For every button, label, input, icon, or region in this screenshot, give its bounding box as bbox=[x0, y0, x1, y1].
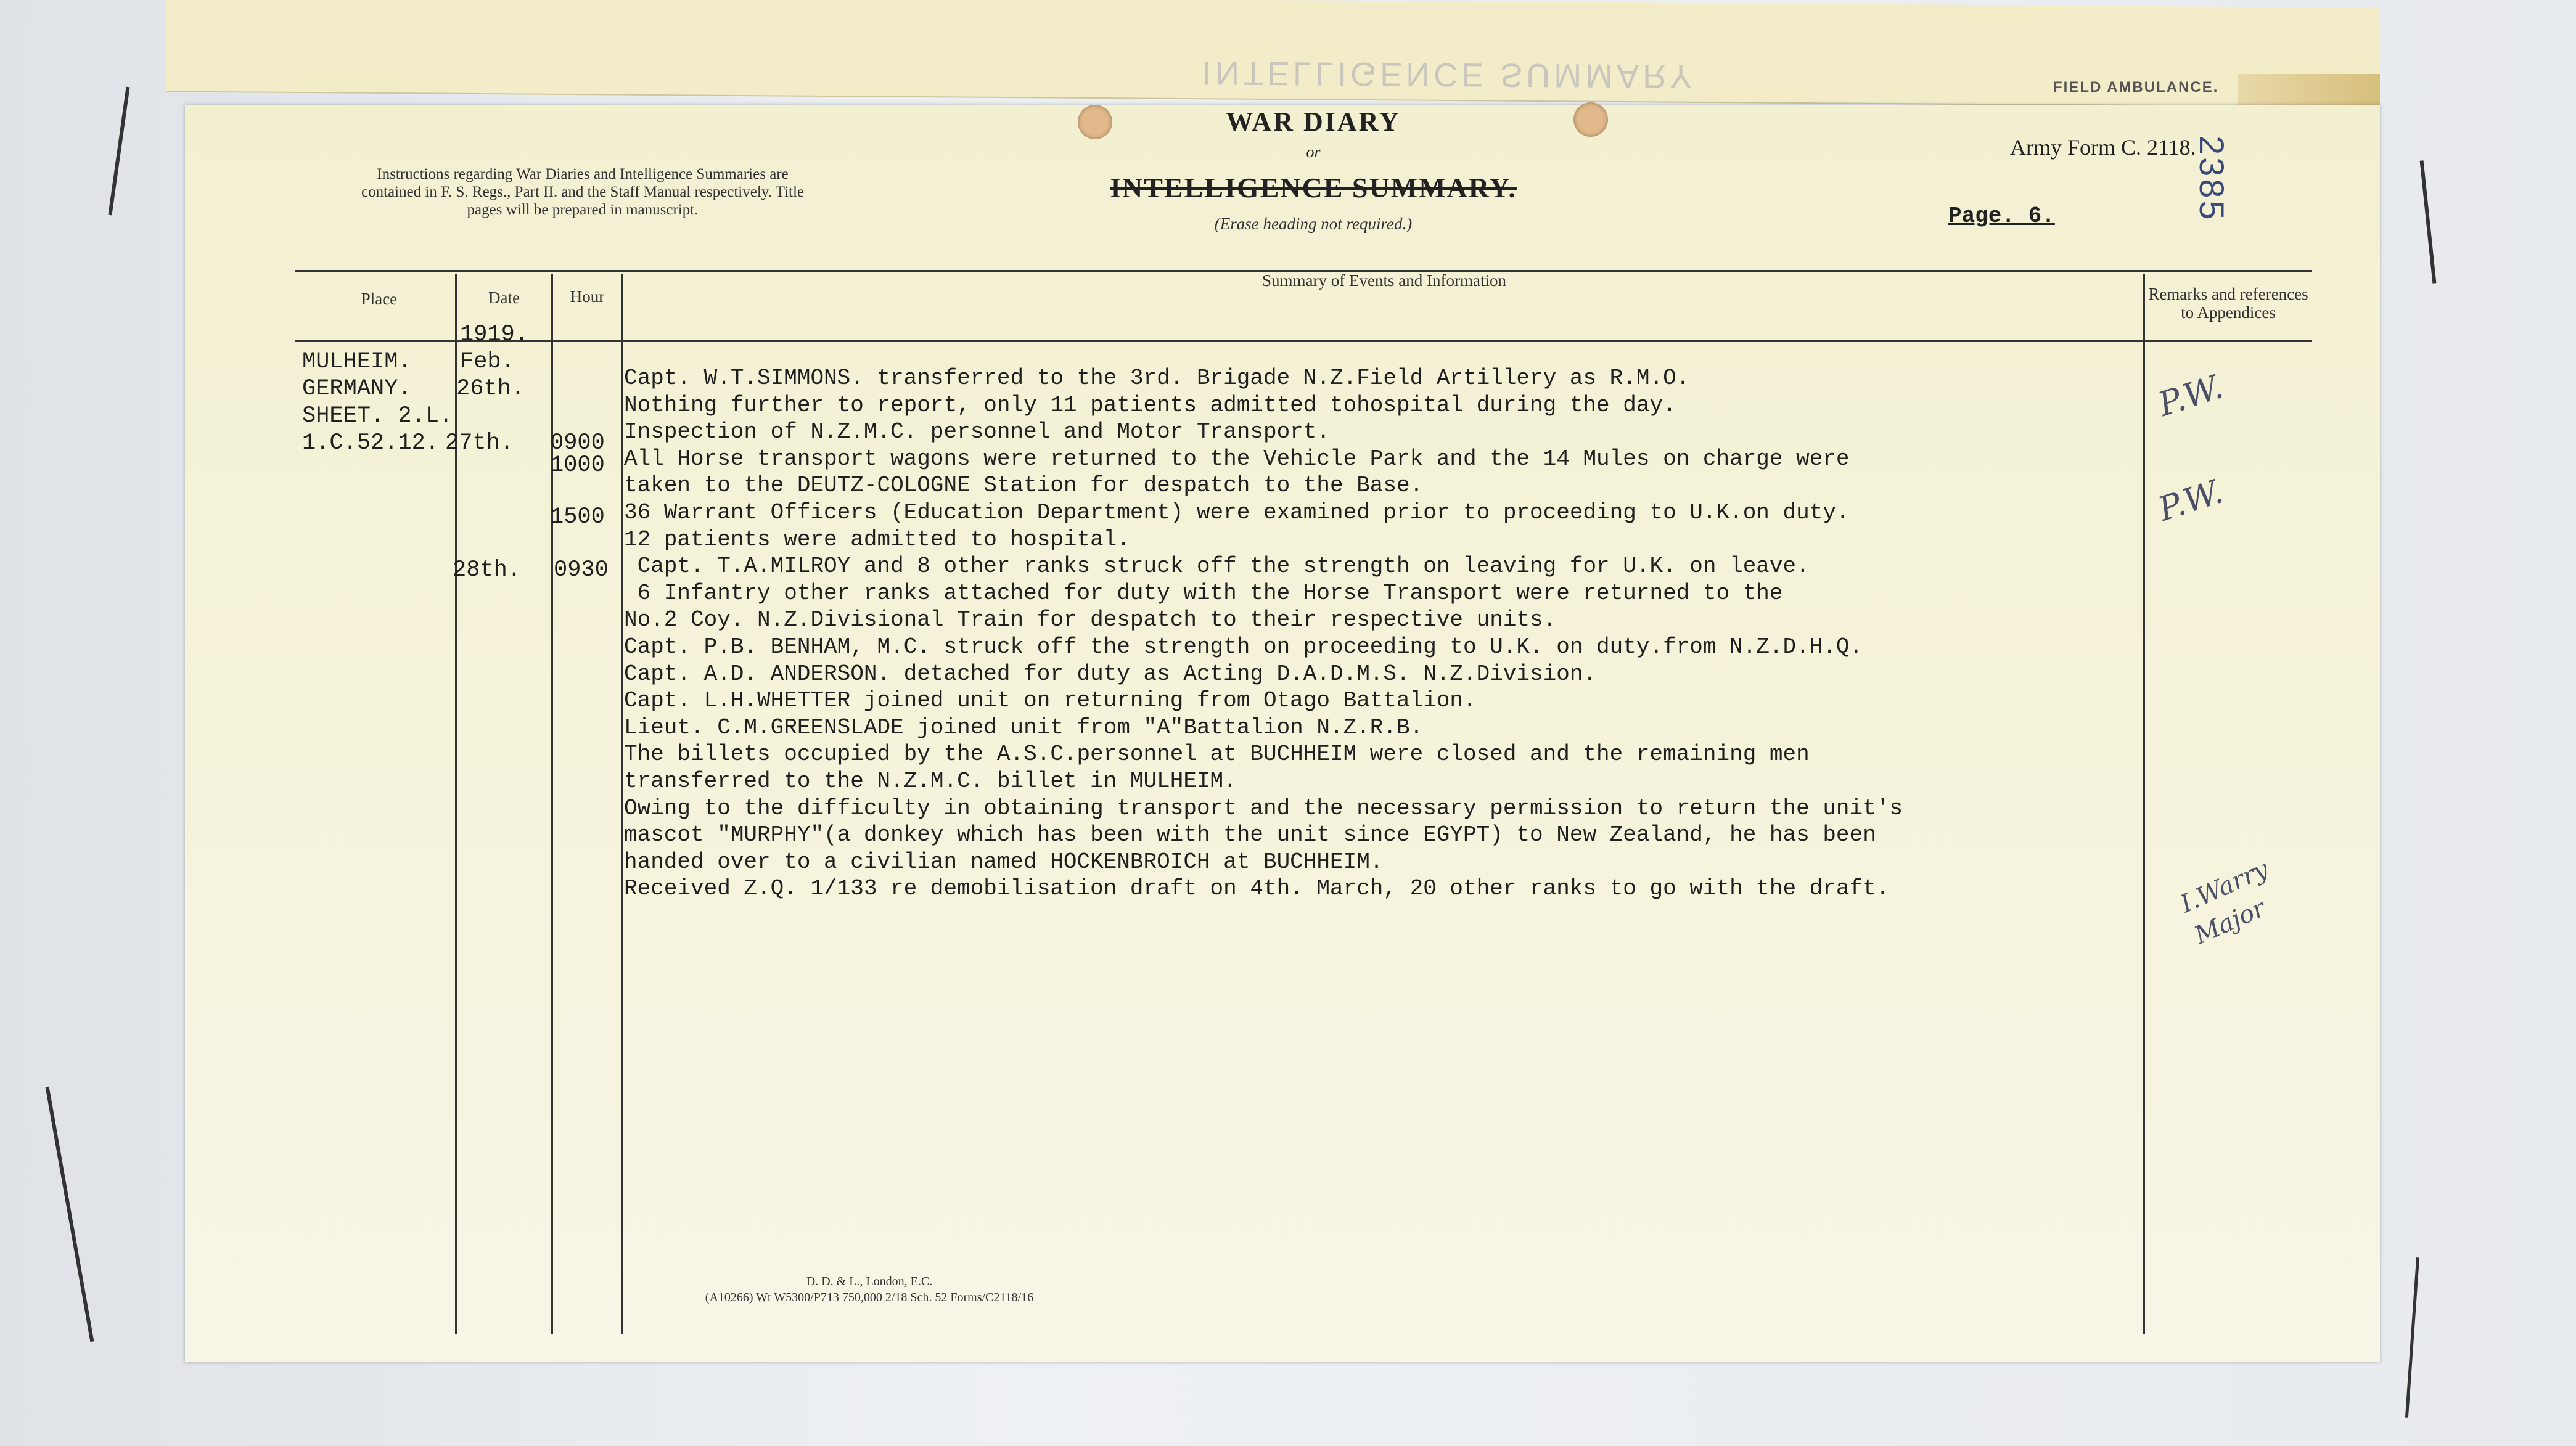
entry-line: Received Z.Q. 1/133 re demobilisation draft on 4th. March, 20 other ranks to go with the draft. bbox=[624, 876, 1890, 902]
place-line: MULHEIM. bbox=[302, 349, 412, 375]
diary-title: WAR DIARY bbox=[1226, 107, 1401, 137]
entry-line: Nothing further to report, only 11 patients admitted tohospital during the day. bbox=[624, 392, 1676, 418]
entry-line: transferred to the N.Z.M.C. billet in MULHEIM. bbox=[624, 768, 1237, 794]
previous-page-edge bbox=[166, 0, 2380, 108]
entry-line: Inspection of N.Z.M.C. personnel and Motor Transport. bbox=[624, 419, 1330, 445]
hour-0930: 0930 bbox=[554, 557, 609, 583]
entry-line: The billets occupied by the A.S.C.personnel at BUCHHEIM were closed and the remaining men bbox=[624, 741, 1810, 767]
entry-line: Capt. P.B. BENHAM, M.C. struck off the strength on proceeding to U.K. on duty.from N.Z.D.H.Q. bbox=[624, 634, 1863, 660]
entry-line: No.2 Coy. N.Z.Divisional Train for despatch to their respective units. bbox=[624, 607, 1557, 633]
date-column-header: Date bbox=[488, 288, 520, 307]
date-27th: 27th. bbox=[445, 430, 514, 456]
archive-stamp-number: 2385 bbox=[2192, 136, 2231, 223]
page-number: Page. 6. bbox=[1948, 203, 2055, 229]
entry-line: taken to the DEUTZ-COLOGNE Station for despatch to the Base. bbox=[624, 473, 1424, 499]
punch-hole-right bbox=[1573, 102, 1608, 137]
remarks-signature: I.Warry Major bbox=[2176, 854, 2273, 950]
instructions-note: Instructions regarding War Diaries and Intelligence Summaries are contained in F. S. Regs., Part II. and the Staff Manual respectively. Title pages will be prepared in manuscript. bbox=[361, 166, 805, 218]
entry-line: 36 Warrant Officers (Education Department) were examined prior to proceeding to U.K.on duty. bbox=[624, 499, 1850, 525]
place-line: SHEET. 2.L. bbox=[302, 403, 453, 429]
entry-line: mascot "MURPHY"(a donkey which has been with the unit since EGYPT) to New Zealand, he has been bbox=[624, 822, 1876, 848]
unit-label: FIELD AMBULANCE. bbox=[2053, 79, 2219, 96]
entry-line: Capt. T.A.MILROY and 8 other ranks struck off the strength on leaving for U.K. on leave. bbox=[624, 553, 1810, 579]
entry-line: Capt. W.T.SIMMONS. transferred to the 3rd. Brigade N.Z.Field Artillery as R.M.O. bbox=[624, 366, 1690, 391]
date-year: 1919. bbox=[460, 322, 529, 348]
place-column-header: Place bbox=[361, 290, 398, 308]
bleed-through-text: INTELLIGENCE SUMMARY bbox=[1202, 54, 1696, 95]
intelligence-summary-text: INTELLIGENCE SUMMARY. bbox=[1110, 172, 1517, 203]
header-bottom-rule bbox=[295, 340, 2312, 342]
entry-line: All Horse transport wagons were returned to the Vehicle Park and the 14 Mules on charge were bbox=[624, 446, 1850, 472]
entry-line: Lieut. C.M.GREENSLADE joined unit from "A"Battalion N.Z.R.B. bbox=[624, 714, 1424, 740]
summary-column-header: Summary of Events and Information bbox=[1262, 271, 1506, 290]
entry-line: Owing to the difficulty in obtaining transport and the necessary permission to return the unit's bbox=[624, 795, 1903, 821]
remarks-column-header: Remarks and references to Appendices bbox=[2148, 285, 2308, 322]
printer-line: D. D. & L., London, E.C. bbox=[806, 1275, 933, 1288]
hour-column-header: Hour bbox=[570, 287, 605, 306]
date-28th: 28th. bbox=[453, 557, 522, 583]
punch-hole-left bbox=[1078, 105, 1112, 139]
entry-line: Capt. L.H.WHETTER joined unit on returning from Otago Battalion. bbox=[624, 688, 1477, 714]
army-form-number: Army Form C. 2118. bbox=[2010, 135, 2196, 160]
entry-line: 6 Infantry other ranks attached for duty with the Horse Transport were returned to the bbox=[624, 580, 1783, 606]
hour-column-divider bbox=[621, 274, 623, 1334]
printer-footer bbox=[654, 1273, 1085, 1305]
place-line: 1.C.52.12. bbox=[302, 430, 440, 456]
entry-line: Capt. A.D. ANDERSON. detached for duty as Acting D.A.D.M.S. N.Z.Division. bbox=[624, 661, 1597, 687]
hour-0900: 0900 bbox=[550, 430, 605, 456]
date-month: Feb. bbox=[460, 349, 515, 375]
printer-line: (A10266) Wt W5300/P713 750,000 2/18 Sch. 52 Forms/C2118/16 bbox=[705, 1291, 1034, 1304]
date-26th: 26th. bbox=[456, 376, 525, 402]
remarks-initial: P.W. bbox=[2153, 472, 2228, 529]
title-or: or bbox=[1306, 143, 1321, 161]
remarks-initial: P.W. bbox=[2153, 367, 2228, 424]
intelligence-summary-heading bbox=[1036, 171, 1591, 204]
entry-line: 12 patients were admitted to hospital. bbox=[624, 526, 1130, 552]
summary-entries bbox=[624, 365, 2165, 902]
hour-1000: 1000 bbox=[550, 452, 605, 478]
hour-1500: 1500 bbox=[550, 504, 605, 530]
place-line: GERMANY. bbox=[302, 376, 412, 402]
erase-note: (Erase heading not required.) bbox=[1214, 214, 1413, 233]
entry-line: handed over to a civilian named HOCKENBROICH at BUCHHEIM. bbox=[624, 849, 1384, 875]
